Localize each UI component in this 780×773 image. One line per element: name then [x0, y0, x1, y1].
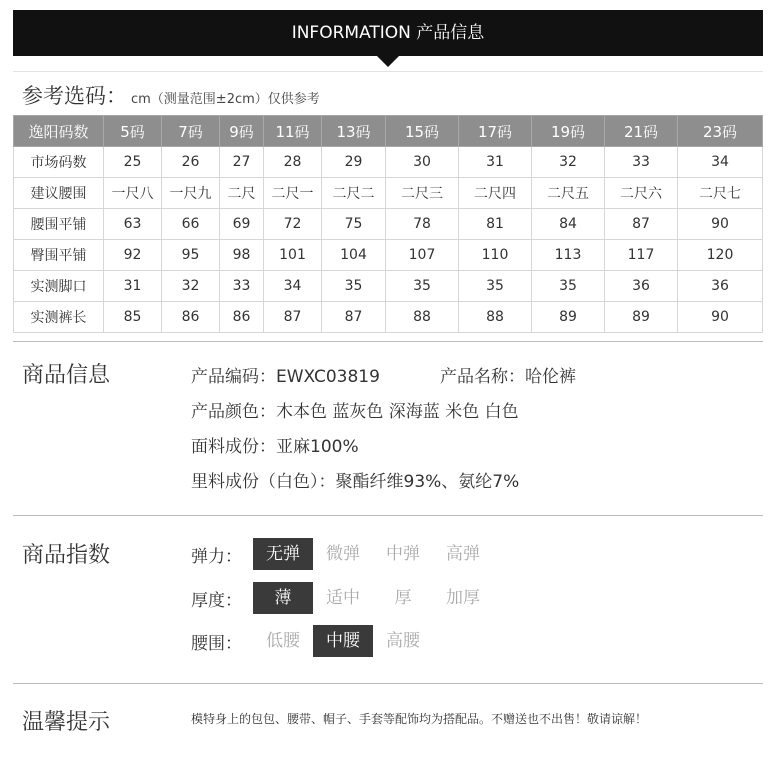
- divider: [13, 515, 763, 516]
- banner-title: INFORMATION 产品信息: [291, 23, 485, 43]
- row-label: 建议腰围: [14, 178, 104, 209]
- product-info-title: 商品信息: [22, 363, 111, 388]
- table-cell: 二尺: [220, 178, 264, 209]
- table-cell: 一尺八: [104, 178, 162, 209]
- index-row: [191, 582, 493, 614]
- table-cell: 二尺七: [678, 178, 763, 209]
- table-cell: 110: [459, 240, 532, 271]
- table-cell: 89: [605, 302, 678, 333]
- information-banner: [13, 10, 763, 56]
- table-cell: 104: [322, 240, 386, 271]
- table-cell: 34: [678, 147, 763, 178]
- table-cell: 86: [220, 302, 264, 333]
- index-option: 厚: [394, 588, 412, 608]
- product-lining: 里料成份（白色）：聚酯纤维93%、氨纶7%: [191, 472, 520, 492]
- index-option: 中弹: [386, 544, 420, 564]
- table-cell: 27: [220, 147, 264, 178]
- table-cell: 81: [459, 209, 532, 240]
- size-column-header: 11码: [264, 116, 322, 147]
- table-cell: 36: [605, 271, 678, 302]
- tips-text: 模特身上的包包、腰带、帽子、手套等配饰均为搭配品。不赠送也不出售！敬请谅解！: [191, 712, 648, 726]
- table-cell: 32: [162, 271, 220, 302]
- index-option-selected: 无弹: [253, 538, 313, 570]
- table-cell: 90: [678, 209, 763, 240]
- product-colors: 产品颜色：木本色 蓝灰色 深海蓝 米色 白色: [191, 402, 519, 422]
- table-cell: 31: [459, 147, 532, 178]
- table-cell: 33: [605, 147, 678, 178]
- size-table-body: [14, 147, 763, 333]
- table-cell: 35: [532, 271, 605, 302]
- index-option: 高弹: [446, 544, 480, 564]
- index-label: 腰围：: [191, 633, 242, 654]
- size-column-header: 逸阳码数: [14, 116, 104, 147]
- tips-title: 温馨提示: [22, 710, 111, 735]
- table-cell: 98: [220, 240, 264, 271]
- index-option-selected: 中腰: [313, 625, 373, 657]
- product-code: 产品编码：EWXC03819: [191, 367, 380, 387]
- size-column-header: 13码: [322, 116, 386, 147]
- table-row: [14, 302, 763, 333]
- table-cell: 92: [104, 240, 162, 271]
- divider: [13, 71, 763, 72]
- table-cell: 117: [605, 240, 678, 271]
- size-table: [13, 115, 763, 333]
- table-cell: 69: [220, 209, 264, 240]
- table-cell: 86: [162, 302, 220, 333]
- table-cell: 34: [264, 271, 322, 302]
- table-row: [14, 240, 763, 271]
- table-cell: 72: [264, 209, 322, 240]
- index-row: [191, 625, 433, 657]
- table-cell: 87: [322, 302, 386, 333]
- product-fabric: 面料成份：亚麻100%: [191, 437, 359, 457]
- index-label: 厚度：: [191, 590, 242, 611]
- table-cell: 87: [605, 209, 678, 240]
- size-reference-heading: [22, 80, 320, 110]
- table-cell: 30: [386, 147, 459, 178]
- size-column-header: 15码: [386, 116, 459, 147]
- index-option: 高腰: [386, 631, 420, 651]
- table-cell: 107: [386, 240, 459, 271]
- table-row: [14, 271, 763, 302]
- table-cell: 33: [220, 271, 264, 302]
- table-cell: 63: [104, 209, 162, 240]
- row-label: 臀围平铺: [14, 240, 104, 271]
- table-cell: 36: [678, 271, 763, 302]
- table-cell: 78: [386, 209, 459, 240]
- banner-arrow-icon: [377, 56, 399, 67]
- table-cell: 26: [162, 147, 220, 178]
- size-column-header: 7码: [162, 116, 220, 147]
- table-cell: 二尺六: [605, 178, 678, 209]
- table-cell: 一尺九: [162, 178, 220, 209]
- size-column-header: 19码: [532, 116, 605, 147]
- table-cell: 101: [264, 240, 322, 271]
- size-column-header: 9码: [220, 116, 264, 147]
- table-cell: 75: [322, 209, 386, 240]
- table-cell: 84: [532, 209, 605, 240]
- table-cell: 二尺五: [532, 178, 605, 209]
- size-heading-label: 参考选码：: [22, 84, 127, 108]
- size-column-header: 17码: [459, 116, 532, 147]
- product-index-title: 商品指数: [22, 543, 111, 568]
- table-cell: 32: [532, 147, 605, 178]
- table-cell: 113: [532, 240, 605, 271]
- index-option-selected: 薄: [253, 582, 313, 614]
- size-table-header: [14, 116, 763, 147]
- index-option: 微弹: [326, 544, 360, 564]
- divider: [13, 341, 763, 342]
- size-heading-note: cm（测量范围±2cm）仅供参考: [131, 92, 320, 107]
- index-option: 加厚: [446, 588, 480, 608]
- table-cell: 二尺二: [322, 178, 386, 209]
- size-column-header: 23码: [678, 116, 763, 147]
- table-row: [14, 147, 763, 178]
- table-cell: 29: [322, 147, 386, 178]
- table-cell: 31: [104, 271, 162, 302]
- row-label: 腰围平铺: [14, 209, 104, 240]
- size-column-header: 21码: [605, 116, 678, 147]
- table-row: [14, 178, 763, 209]
- index-option: 适中: [326, 588, 360, 608]
- index-row: [191, 538, 493, 570]
- table-cell: 二尺一: [264, 178, 322, 209]
- table-cell: 88: [459, 302, 532, 333]
- table-cell: 89: [532, 302, 605, 333]
- table-cell: 85: [104, 302, 162, 333]
- index-option: 低腰: [266, 631, 300, 651]
- size-column-header: 5码: [104, 116, 162, 147]
- table-cell: 35: [459, 271, 532, 302]
- table-cell: 88: [386, 302, 459, 333]
- table-cell: 87: [264, 302, 322, 333]
- row-label: 市场码数: [14, 147, 104, 178]
- table-cell: 35: [386, 271, 459, 302]
- table-cell: 35: [322, 271, 386, 302]
- table-cell: 120: [678, 240, 763, 271]
- table-cell: 95: [162, 240, 220, 271]
- table-cell: 二尺四: [459, 178, 532, 209]
- table-row: [14, 209, 763, 240]
- row-label: 实测裤长: [14, 302, 104, 333]
- table-cell: 66: [162, 209, 220, 240]
- index-label: 弹力：: [191, 546, 242, 567]
- product-name: 产品名称：哈伦裤: [440, 367, 576, 387]
- divider: [13, 683, 763, 684]
- table-cell: 28: [264, 147, 322, 178]
- table-cell: 90: [678, 302, 763, 333]
- table-cell: 25: [104, 147, 162, 178]
- row-label: 实测脚口: [14, 271, 104, 302]
- table-cell: 二尺三: [386, 178, 459, 209]
